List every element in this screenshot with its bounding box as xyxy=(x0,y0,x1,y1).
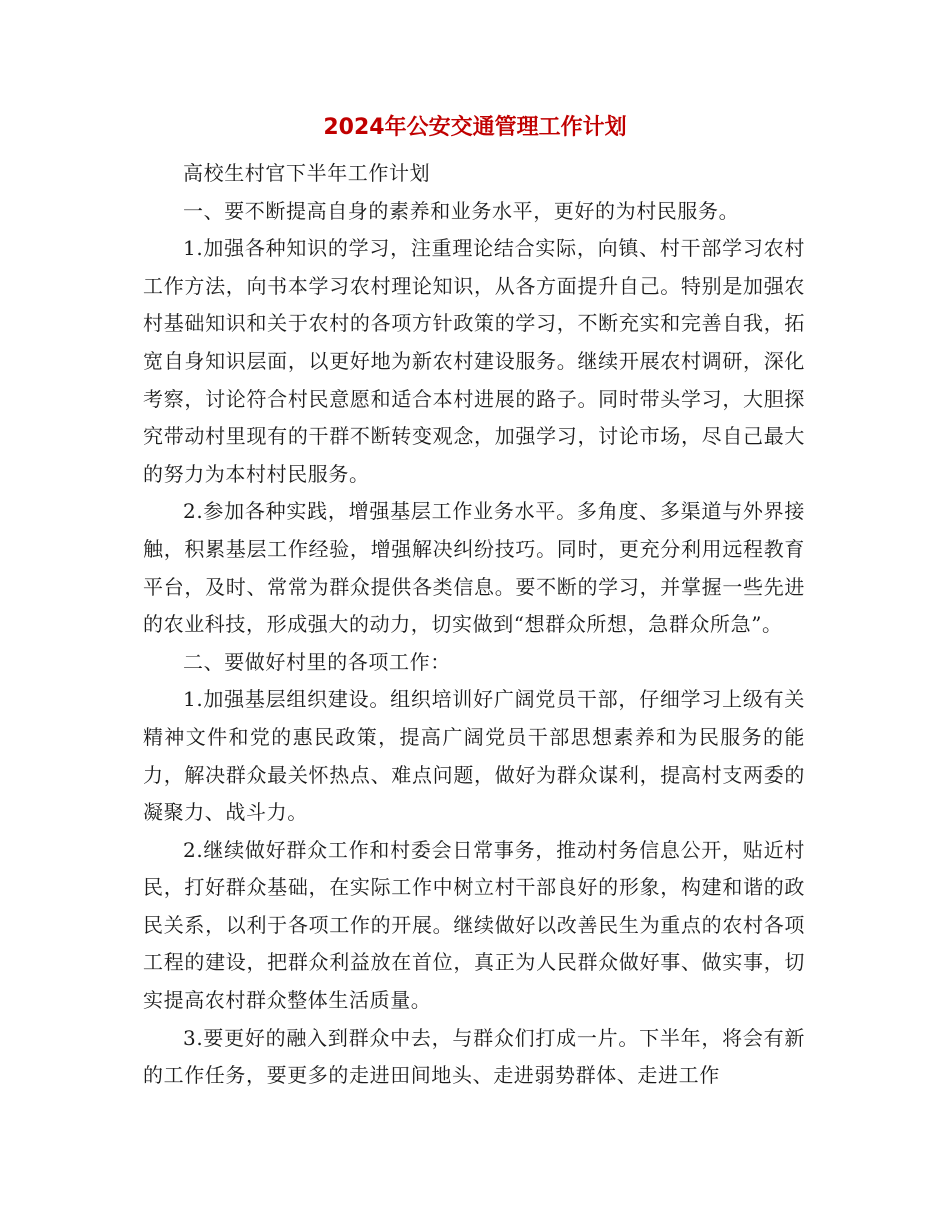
paragraph-1-1: 1.加强各种知识的学习，注重理论结合实际，向镇、村干部学习农村工作方法，向书本学习农村理论知识，从各方面提升自己。特别是加强农村基础知识和关于农村的各项方针政策的学习，不断充实和完善自我，拓宽自身知识层面，以更好地为新农村建设服务。继续开展农村调研，深化考察，讨论符合村民意愿和适合本村进展的路子。同时带头学习，大胆探究带动村里现有的干群不断转变观念，加强学习，讨论市场，尽自己最大的努力为本村村民服务。 xyxy=(143,236,805,486)
document-title: 2024年公安交通管理工作计划 xyxy=(323,115,627,140)
paragraph-2-3: 3.要更好的融入到群众中去，与群众们打成一片。下半年，将会有新的工作任务，要更多的走进田间地头、走进弱势群体、走进工作 xyxy=(143,1025,805,1088)
paragraph-1-2: 2.参加各种实践，增强基层工作业务水平。多角度、多渠道与外界接触，积累基层工作经验，增强解决纠纷技巧。同时，更充分利用远程教育平台，及时、常常为群众提供各类信息。要不断的学习，并掌握一些先进的农业科技，形成强大的动力，切实做到“想群众所想，急群众所急”。 xyxy=(143,499,805,637)
paragraph-2-1: 1.加强基层组织建设。组织培训好广阔党员干部，仔细学习上级有关精神文件和党的惠民政策，提高广阔党员干部思想素养和为民服务的能力，解决群众最关怀热点、难点问题，做好为群众谋利，提高村支两委的凝聚力、战斗力。 xyxy=(143,687,805,825)
paragraph-heading: 高校生村官下半年工作计划 xyxy=(183,161,431,185)
paragraph-2-2: 2.继续做好群众工作和村委会日常事务，推动村务信息公开，贴近村民，打好群众基础，在实际工作中树立村干部良好的形象，构建和谐的政民关系，以利于各项工作的开展。继续做好以改善民生为重点的农村各项工程的建设，把群众利益放在首位，真正为人民群众做好事、做实事，切实提高农村群众整体生活质量。 xyxy=(143,837,805,1013)
paragraph-section-2: 二、要做好村里的各项工作： xyxy=(183,649,451,674)
document-body xyxy=(143,155,805,1095)
paragraph-section-1: 一、要不断提高自身的素养和业务水平，更好的为村民服务。 xyxy=(183,198,740,223)
